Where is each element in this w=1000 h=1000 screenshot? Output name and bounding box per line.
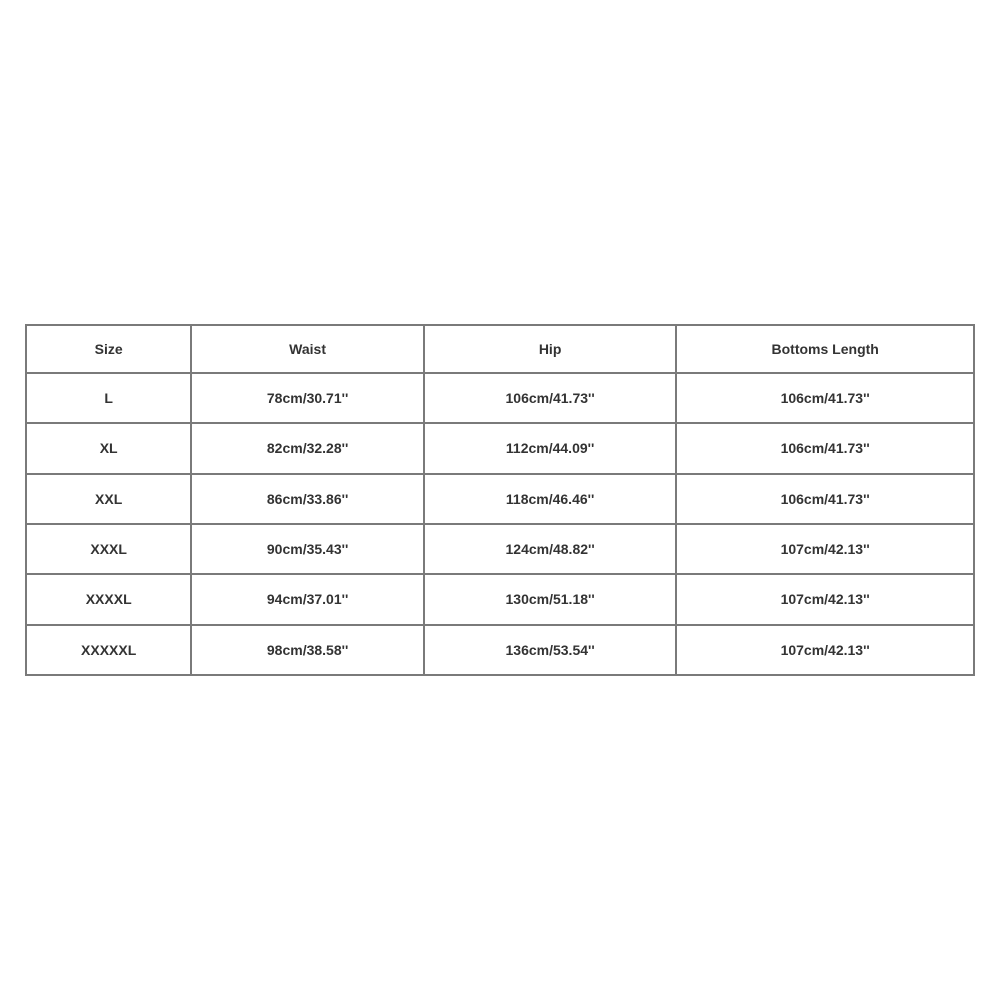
hip-cell: 106cm/41.73'' — [424, 373, 677, 423]
size-cell: XL — [26, 423, 191, 473]
header-bottoms-length: Bottoms Length — [676, 325, 974, 373]
hip-cell: 112cm/44.09'' — [424, 423, 677, 473]
size-cell: L — [26, 373, 191, 423]
header-hip: Hip — [424, 325, 677, 373]
waist-cell: 94cm/37.01'' — [191, 574, 423, 624]
waist-cell: 86cm/33.86'' — [191, 474, 423, 524]
table-row — [26, 373, 974, 423]
hip-cell: 130cm/51.18'' — [424, 574, 677, 624]
bottoms-length-cell: 107cm/42.13'' — [676, 625, 974, 675]
bottoms-length-cell: 106cm/41.73'' — [676, 474, 974, 524]
size-cell: XXXXL — [26, 574, 191, 624]
waist-cell: 90cm/35.43'' — [191, 524, 423, 574]
waist-cell: 82cm/32.28'' — [191, 423, 423, 473]
size-cell: XXXXXL — [26, 625, 191, 675]
header-waist: Waist — [191, 325, 423, 373]
size-chart-table — [25, 324, 975, 676]
hip-cell: 136cm/53.54'' — [424, 625, 677, 675]
bottoms-length-cell: 106cm/41.73'' — [676, 423, 974, 473]
size-cell: XXXL — [26, 524, 191, 574]
waist-cell: 78cm/30.71'' — [191, 373, 423, 423]
table-row — [26, 524, 974, 574]
hip-cell: 118cm/46.46'' — [424, 474, 677, 524]
hip-cell: 124cm/48.82'' — [424, 524, 677, 574]
table-row — [26, 574, 974, 624]
size-cell: XXL — [26, 474, 191, 524]
table-row — [26, 423, 974, 473]
bottoms-length-cell: 107cm/42.13'' — [676, 524, 974, 574]
waist-cell: 98cm/38.58'' — [191, 625, 423, 675]
table-header-row — [26, 325, 974, 373]
table-row — [26, 625, 974, 675]
header-size: Size — [26, 325, 191, 373]
bottoms-length-cell: 107cm/42.13'' — [676, 574, 974, 624]
table-row — [26, 474, 974, 524]
bottoms-length-cell: 106cm/41.73'' — [676, 373, 974, 423]
